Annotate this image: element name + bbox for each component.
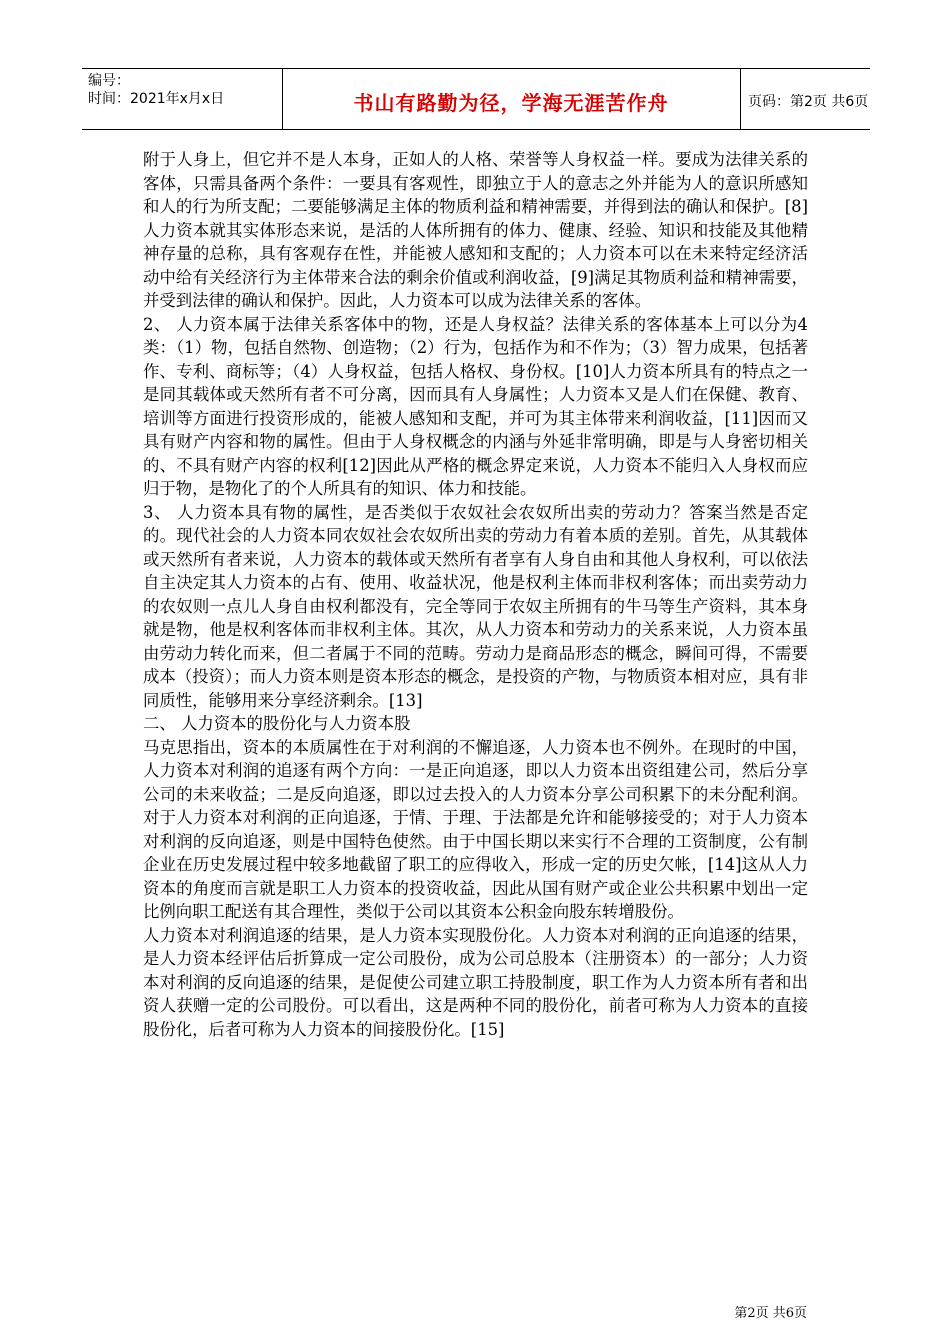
page-footer: 第2页 共6页 [734, 1306, 807, 1321]
body-paragraph: 人力资本对利润追逐的结果，是人力资本实现股份化。人力资本对利润的正向追逐的结果，是人力资本经评估后折算成一定公司股份，成为公司总股本（注册资本）的一部分；人力资本对利润的反向追逐的结果，是促使公司建立职工持股制度，职工作为人力资本所有者和出资人获赠一定的公司股份。可以看出，这是两种不同的股份化，前者可称为人力资本的直接股份化，后者可称为人力资本的间接股份化。[15] [143, 925, 808, 1039]
document-body [143, 148, 808, 1041]
body-paragraph: 3、 人力资本具有物的属性，是否类似于农奴社会农奴所出卖的劳动力？答案当然是否定的。现代社会的人力资本同农奴社会农奴所出卖的劳动力有着本质的差别。首先，从其载体或天然所有者来说，人力资本的载体或天然所有者享有人身自由和其他人身权利，可以依法自主决定其人力资本的占有、使用、收益状况，他是权利主体而非权利客体；而出卖劳动力的农奴则一点儿人身自由权利都没有，完全等同于农奴主所拥有的牛马等生产资料，其本身就是物，他是权利客体而非权利主体。其次，从人力资本和劳动力的关系来说，人力资本虽由劳动力转化而来，但二者属于不同的范畴。劳动力是商品形态的概念，瞬间可得，不需要成本（投资）；而人力资本则是资本形态的概念，是投资的产物，与物质资本相对应，具有非同质性，能够用来分享经济剩余。[13] [143, 502, 808, 710]
document-number-label: 编号： [88, 73, 130, 89]
header-slogan-cell [282, 69, 741, 129]
body-paragraph: 附于人身上，但它并不是人本身，正如人的人格、荣誉等人身权益一样。要成为法律关系的客体，只需具备两个条件：一要具有客观性，即独立于人的意志之外并能为人的意识所感知和人的行为所支配；二要能够满足主体的物质利益和精神需要，并得到法的确认和保护。[8]人力资本就其实体形态来说，是活的人体所拥有的体力、健康、经验、知识和技能及其他精神存量的总称，具有客观存在性，并能被人感知和支配的；人力资本可以在未来特定经济活动中给有关经济行为主体带来合法的剩余价值或利润收益，[9]满足其物质利益和精神需要，并受到法律的确认和保护。因此，人力资本可以成为法律关系的客体。 [143, 150, 808, 310]
body-paragraph: 2、 人力资本属于法律关系客体中的物，还是人身权益？法律关系的客体基本上可以分为4类：（1）物，包括自然物、创造物；（2）行为，包括作为和不作为；（3）智力成果，包括著作、专利、商标等；（4）人身权益，包括人格权、身份权。[10]人力资本所具有的特点之一是同其载体或天然所有者不可分离，因而具有人身属性；人力资本又是人们在保健、教育、培训等方面进行投资形成的，能被人感知和支配，并可为其主体带来利润收益，[11]因而又具有财产内容和物的属性。但由于人身权概念的内涵与外延非常明确，即是与人身密切相关的、不具有财产内容的权利[12]因此从严格的概念界定来说，人力资本不能归入人身权而应归于物，是物化了的个人所具有的知识、体力和技能。 [143, 314, 808, 498]
document-time-label: 时间：2021年x月x日 [88, 91, 225, 107]
body-paragraph: 马克思指出，资本的本质属性在于对利润的不懈追逐，人力资本也不例外。在现时的中国，人力资本对利润的追逐有两个方向：一是正向追逐，即以人力资本出资组建公司，然后分享公司的未来收益；二是反向追逐，即以过去投入的人力资本分享公司积累下的未分配利润。对于人力资本对利润的正向追逐，于情、于理、于法都是允许和能够接受的；对于人力资本对利润的反向追逐，则是中国特色使然。由于中国长期以来实行不合理的工资制度，公有制企业在历史发展过程中较多地截留了职工的应得收入，形成一定的历史欠帐，[14]这从人力资本的角度而言就是职工人力资本的投资收益，因此从国有财产或企业公共积累中划出一定比例向职工配送有其合理性，类似于公司以其资本公积金向股东转增股份。 [143, 737, 808, 921]
section-heading: 二、 人力资本的股份化与人力资本股 [143, 714, 411, 733]
header-page-number: 页码：第2页 共6页 [748, 94, 869, 110]
header-info-cell [82, 69, 283, 129]
header-slogan: 书山有路勤为径，学海无涯苦作舟 [353, 91, 669, 115]
header-page-cell [740, 69, 870, 129]
page-header [82, 68, 870, 130]
